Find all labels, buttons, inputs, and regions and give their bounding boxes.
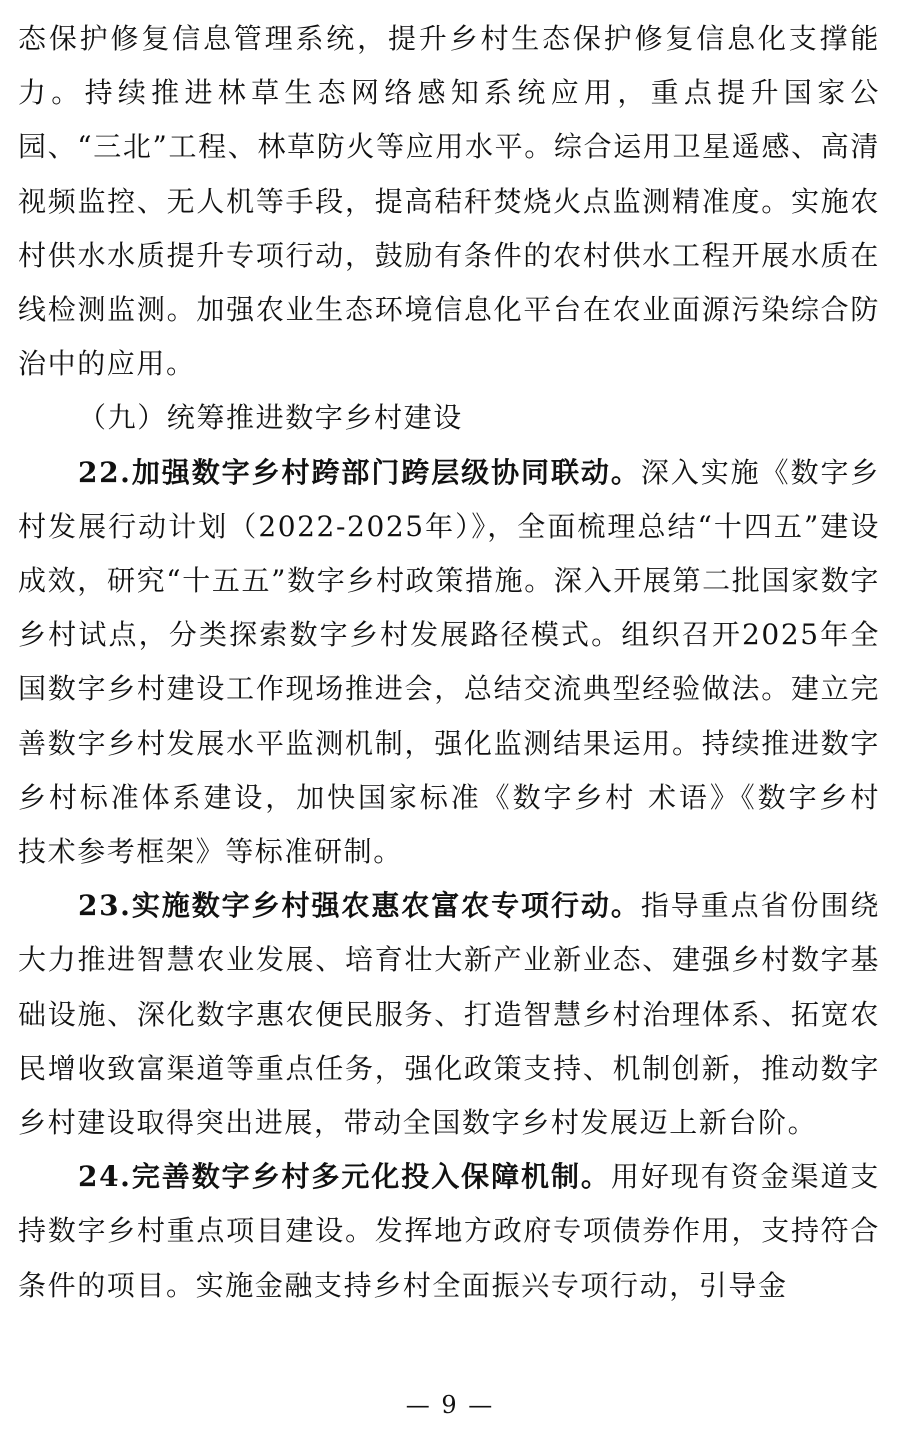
section-heading-nine bbox=[18, 391, 880, 445]
item-23-heading: 23.实施数字乡村强农惠农富农专项行动。 bbox=[78, 889, 641, 923]
item-22-text: 深入实施《数字乡村发展行动计划（2022-2025年）》，全面梳理总结“十四五”建设成效，研究“十五五”数字乡村政策措施。深入开展第二批国家数字乡村试点，分类探索数字乡村发展路径模式。组织召开2025年全国数字乡村建设工作现场推进会，总结交流典型经验做法。建立完善数字乡村发展水平监测机制，强化监测结果运用。持续推进数字乡村标准体系建设，加快国家标准《数字乡村 术语》《数字乡村 技术参考框架》等标准研制。 bbox=[18, 455, 880, 869]
paragraph-continued bbox=[18, 12, 880, 391]
section-heading-text: （九）统筹推进数字乡村建设 bbox=[78, 401, 463, 435]
page-number: — 9 — bbox=[405, 1391, 495, 1419]
item-24-text: 用好现有资金渠道支持数字乡村重点项目建设。发挥地方政府专项债券作用，支持符合条件的项目。实施金融支持乡村全面振兴专项行动，引导金 bbox=[18, 1160, 880, 1302]
paragraph-item-24 bbox=[18, 1150, 880, 1313]
item-22-heading: 22.加强数字乡村跨部门跨层级协同联动。 bbox=[78, 455, 641, 489]
document-body bbox=[18, 12, 880, 1313]
item-23-text: 指导重点省份围绕大力推进智慧农业发展、培育壮大新产业新业态、建强乡村数字基础设施、深化数字惠农便民服务、打造智慧乡村治理体系、拓宽农民增收致富渠道等重点任务，强化政策支持、机制创新，推动数字乡村建设取得突出进展，带动全国数字乡村发展迈上新台阶。 bbox=[18, 889, 880, 1140]
paragraph-text: 态保护修复信息管理系统，提升乡村生态保护修复信息化支撑能力。持续推进林草生态网络感知系统应用，重点提升国家公园、“三北”工程、林草防火等应用水平。综合运用卫星遥感、高清视频监控、无人机等手段，提高秸秆焚烧火点监测精准度。实施农村供水水质提升专项行动，鼓励有条件的农村供水工程开展水质在线检测监测。加强农业生态环境信息化平台在农业面源污染综合防治中的应用。 bbox=[18, 22, 880, 381]
paragraph-item-22 bbox=[18, 446, 880, 880]
paragraph-item-23 bbox=[18, 879, 880, 1150]
item-24-heading: 24.完善数字乡村多元化投入保障机制。 bbox=[78, 1160, 611, 1194]
